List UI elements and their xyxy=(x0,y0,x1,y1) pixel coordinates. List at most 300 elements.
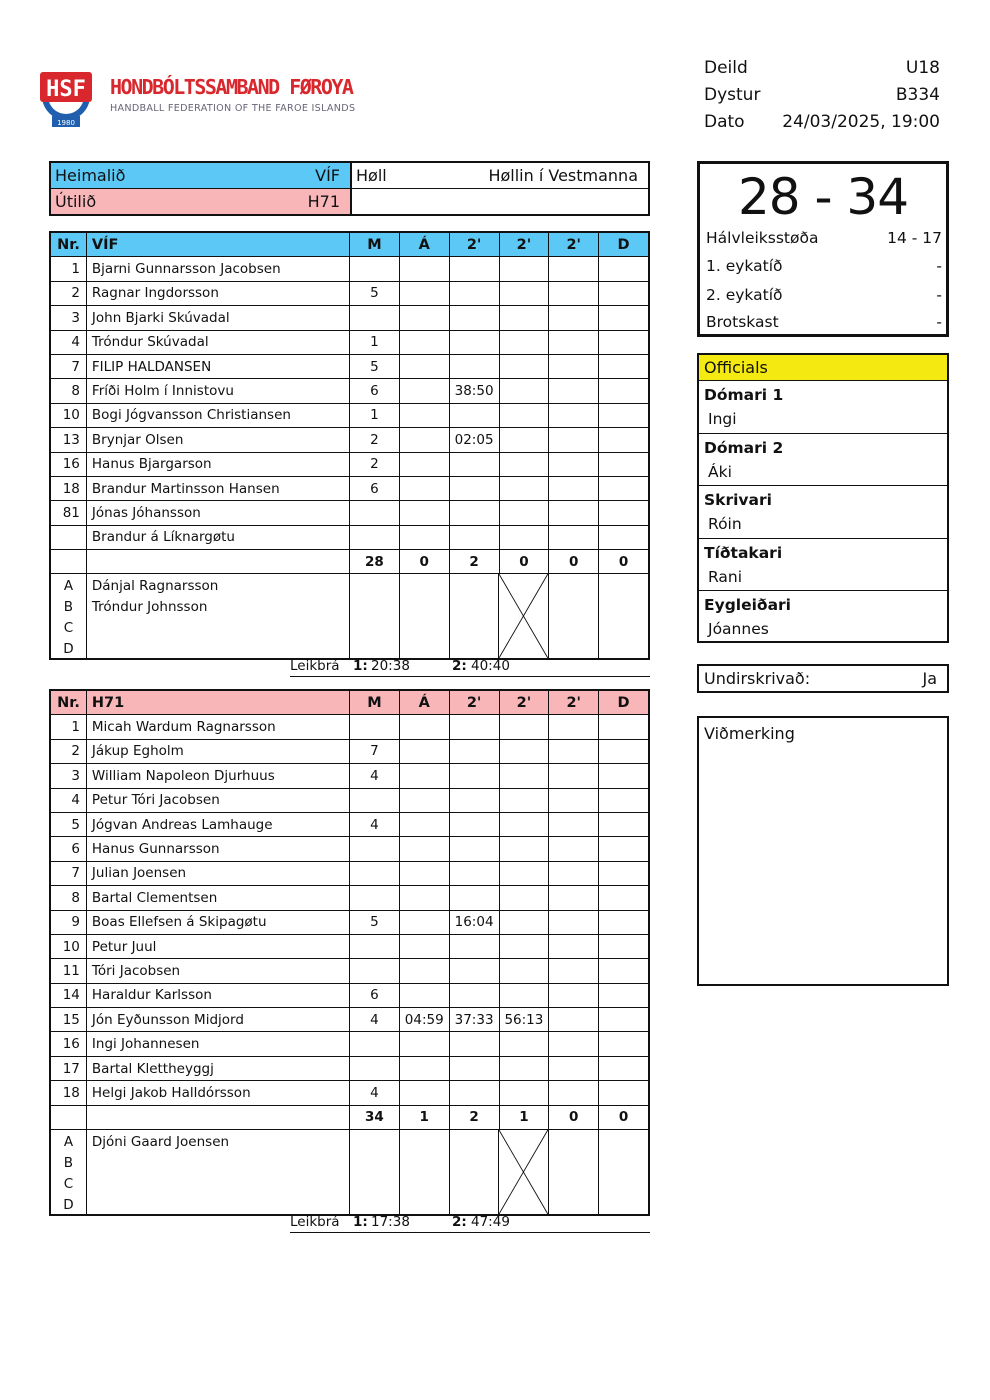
player-number: 11 xyxy=(51,959,87,982)
player-t2 xyxy=(500,764,550,787)
player-d xyxy=(599,501,648,524)
official-a-cell xyxy=(400,1130,450,1214)
player-t1 xyxy=(450,282,500,305)
player-a xyxy=(400,1081,450,1104)
totals-nr-blank xyxy=(51,1106,87,1129)
player-m xyxy=(350,1057,400,1080)
hall-label: Høll xyxy=(356,166,387,185)
official-name: Róin xyxy=(708,515,742,533)
team-official-letter: C xyxy=(63,620,74,637)
player-a xyxy=(400,306,450,329)
table-header xyxy=(51,691,648,715)
player-a xyxy=(400,453,450,476)
official-item xyxy=(699,591,947,644)
player-name: FILIP HALDANSEN xyxy=(87,355,350,378)
player-t1 xyxy=(450,306,500,329)
player-name: Haraldur Karlsson xyxy=(87,984,350,1007)
player-name: Brandur Martinsson Hansen xyxy=(87,477,350,500)
org-subtitle: HANDBALL FEDERATION OF THE FAROE ISLANDS xyxy=(110,103,356,114)
player-number: 17 xyxy=(51,1057,87,1080)
col-t2-header: 2' xyxy=(500,233,550,256)
player-t3 xyxy=(549,453,599,476)
player-t1 xyxy=(450,453,500,476)
player-name: Helgi Jakob Halldórsson xyxy=(87,1081,350,1104)
timeout-label: Leikbrá xyxy=(290,658,340,674)
timeout-h2: 47:49 xyxy=(471,1214,510,1230)
player-a xyxy=(400,282,450,305)
total-a: 1 xyxy=(400,1106,450,1129)
player-t1 xyxy=(450,257,500,280)
player-t2 xyxy=(500,789,550,812)
player-d xyxy=(599,1008,648,1031)
player-number: 1 xyxy=(51,257,87,280)
dystur-value: B334 xyxy=(895,85,940,105)
player-name: William Napoleon Djurhuus xyxy=(87,764,350,787)
player-m: 5 xyxy=(350,282,400,305)
table-row xyxy=(51,911,648,935)
final-score: 28 - 34 xyxy=(737,168,909,226)
player-name: Jógvan Andreas Lamhauge xyxy=(87,813,350,836)
total-t1: 2 xyxy=(450,550,500,573)
player-name: John Bjarki Skúvadal xyxy=(87,306,350,329)
player-t1: 02:05 xyxy=(450,428,500,451)
player-name: Jónas Jóhansson xyxy=(87,501,350,524)
team-info-box xyxy=(49,161,650,216)
crossed-out-cell xyxy=(499,1130,549,1214)
player-t3 xyxy=(549,428,599,451)
official-item xyxy=(699,381,947,434)
player-name: Brynjar Olsen xyxy=(87,428,350,451)
player-t3 xyxy=(549,501,599,524)
meta-row-dato xyxy=(704,109,940,136)
player-m: 6 xyxy=(350,477,400,500)
team-officials-block xyxy=(51,1130,648,1214)
player-name: Boas Ellefsen á Skipagøtu xyxy=(87,911,350,934)
player-t3 xyxy=(549,306,599,329)
official-2min-cell-3 xyxy=(549,574,599,658)
player-number: 81 xyxy=(51,501,87,524)
official-d-cell xyxy=(599,574,648,658)
official-a-cell xyxy=(400,574,450,658)
team-official-name xyxy=(92,1175,349,1196)
crossed-out-cell xyxy=(499,574,549,658)
team-official-letter: D xyxy=(63,1197,74,1214)
score-box xyxy=(697,161,949,337)
player-t1 xyxy=(450,837,500,860)
player-number: 18 xyxy=(51,477,87,500)
player-a xyxy=(400,789,450,812)
table-header xyxy=(51,233,648,257)
player-m: 4 xyxy=(350,1008,400,1031)
svg-text:HSF: HSF xyxy=(46,77,86,102)
player-name: Brandur á Líknargøtu xyxy=(87,526,350,549)
total-d: 0 xyxy=(618,1109,629,1126)
player-d xyxy=(599,477,648,500)
player-a xyxy=(400,1057,450,1080)
halftime-row xyxy=(706,229,942,247)
table-row xyxy=(51,355,648,379)
total-t2: 1 xyxy=(500,1106,550,1129)
player-number: 2 xyxy=(51,740,87,763)
player-t2 xyxy=(500,1081,550,1104)
logo-year: 1980 xyxy=(57,119,75,127)
halftime-label: Hálvleiksstøða xyxy=(706,229,819,247)
player-d xyxy=(599,453,648,476)
team-official-letter: B xyxy=(63,599,74,616)
player-t1 xyxy=(450,355,500,378)
player-m xyxy=(350,1032,400,1055)
official-name: Jóannes xyxy=(708,620,769,638)
player-m xyxy=(350,837,400,860)
player-d xyxy=(599,355,648,378)
player-m xyxy=(350,862,400,885)
timeout-h1: 20:38 xyxy=(371,658,410,674)
player-a xyxy=(400,404,450,427)
cross-mark-icon xyxy=(499,1130,548,1214)
match-meta xyxy=(704,55,940,136)
player-t3 xyxy=(549,789,599,812)
player-t2 xyxy=(500,911,550,934)
player-m: 1 xyxy=(350,331,400,354)
timeout-label: Leikbrá xyxy=(290,1214,340,1230)
col-t1-header: 2' xyxy=(450,691,500,714)
player-number: 9 xyxy=(51,911,87,934)
official-item xyxy=(699,539,947,592)
player-t1: 38:50 xyxy=(450,379,500,402)
player-a xyxy=(400,526,450,549)
player-d xyxy=(599,789,648,812)
table-row xyxy=(51,862,648,886)
player-a xyxy=(400,935,450,958)
official-role: Dómari 2 xyxy=(704,438,784,457)
player-number: 14 xyxy=(51,984,87,1007)
home-team-row xyxy=(51,163,350,189)
player-d xyxy=(599,813,648,836)
player-t1 xyxy=(450,1081,500,1104)
player-t3 xyxy=(549,886,599,909)
player-m xyxy=(350,789,400,812)
player-m: 5 xyxy=(350,355,400,378)
table-row xyxy=(51,477,648,501)
player-t2 xyxy=(500,282,550,305)
timeout-h2-label: 2: xyxy=(452,1214,467,1230)
away-label: Útilið xyxy=(55,192,97,211)
player-t1: 37:33 xyxy=(450,1008,500,1031)
player-t3 xyxy=(549,740,599,763)
player-d xyxy=(599,379,648,402)
player-t1 xyxy=(450,886,500,909)
away-team-row xyxy=(51,189,350,214)
player-number: 3 xyxy=(51,764,87,787)
officials-panel xyxy=(697,353,949,643)
extra-time-1-value: - xyxy=(936,257,942,275)
player-number xyxy=(51,526,87,549)
official-2min-cell xyxy=(450,1130,500,1214)
player-a xyxy=(400,911,450,934)
official-role: Tíðtakari xyxy=(704,543,783,562)
player-m xyxy=(350,501,400,524)
official-role: Skrivari xyxy=(704,491,772,509)
player-d xyxy=(599,740,648,763)
cross-mark-icon xyxy=(499,574,548,658)
player-t3 xyxy=(549,257,599,280)
player-name: Ragnar Ingdorsson xyxy=(87,282,350,305)
player-a xyxy=(400,428,450,451)
col-t3-header: 2' xyxy=(549,233,599,256)
dato-value: 24/03/2025, 19:00 xyxy=(782,112,940,132)
player-d xyxy=(599,1081,648,1104)
player-t2 xyxy=(500,428,550,451)
table-row xyxy=(51,837,648,861)
team-official-name xyxy=(92,619,349,640)
official-2min-cell-3 xyxy=(549,1130,599,1214)
team-official-letters xyxy=(51,1130,87,1214)
player-t1 xyxy=(450,740,500,763)
player-a: 04:59 xyxy=(400,1008,450,1031)
hall-name: Høllin í Vestmanna xyxy=(488,166,638,185)
player-a xyxy=(400,959,450,982)
player-t1: 16:04 xyxy=(450,911,500,934)
team-officials-block xyxy=(51,574,648,658)
player-d xyxy=(599,1032,648,1055)
player-t1 xyxy=(450,404,500,427)
timeout-h2-label: 2: xyxy=(452,658,467,674)
total-t3: 0 xyxy=(549,1106,599,1129)
table-row xyxy=(51,257,648,281)
player-m: 2 xyxy=(350,428,400,451)
table-row xyxy=(51,886,648,910)
table-row xyxy=(51,740,648,764)
player-t2: 56:13 xyxy=(500,1008,550,1031)
player-d xyxy=(599,257,648,280)
col-a-header: Á xyxy=(400,691,450,714)
player-t2 xyxy=(500,453,550,476)
home-player-table xyxy=(49,231,650,660)
away-player-table xyxy=(49,689,650,1216)
table-row xyxy=(51,501,648,525)
table-row xyxy=(51,379,648,403)
player-t1 xyxy=(450,715,500,738)
player-t2 xyxy=(500,935,550,958)
officials-list xyxy=(699,381,947,644)
player-m: 6 xyxy=(350,379,400,402)
team-official-letter: B xyxy=(63,1155,74,1172)
table-row xyxy=(51,764,648,788)
player-m xyxy=(350,306,400,329)
player-number: 4 xyxy=(51,789,87,812)
meta-row-deild xyxy=(704,55,940,82)
player-a xyxy=(400,837,450,860)
player-t3 xyxy=(549,282,599,305)
player-t3 xyxy=(549,379,599,402)
player-m: 5 xyxy=(350,911,400,934)
table-row xyxy=(51,935,648,959)
player-t2 xyxy=(500,306,550,329)
extra-time-1-label: 1. eykatíð xyxy=(706,257,783,275)
team-official-name xyxy=(92,1154,349,1175)
player-m: 1 xyxy=(350,404,400,427)
player-number: 8 xyxy=(51,886,87,909)
player-a xyxy=(400,862,450,885)
dato-label: Dato xyxy=(704,112,745,132)
official-m-cell xyxy=(350,574,400,658)
player-m xyxy=(350,526,400,549)
player-a xyxy=(400,886,450,909)
col-t3-header: 2' xyxy=(549,691,599,714)
player-name: Julian Joensen xyxy=(87,862,350,885)
away-team: H71 xyxy=(307,192,340,211)
deild-label: Deild xyxy=(704,58,748,78)
col-team-header: VÍF xyxy=(87,233,350,256)
player-d xyxy=(599,428,648,451)
player-t2 xyxy=(500,959,550,982)
player-d xyxy=(599,306,648,329)
player-number: 3 xyxy=(51,306,87,329)
player-t2 xyxy=(500,379,550,402)
signed-box xyxy=(697,664,949,693)
penalties-value: - xyxy=(936,313,942,331)
total-m: 28 xyxy=(350,550,400,573)
player-t2 xyxy=(500,837,550,860)
player-number: 4 xyxy=(51,331,87,354)
col-team-header: H71 xyxy=(87,691,350,714)
player-t1 xyxy=(450,501,500,524)
player-t3 xyxy=(549,911,599,934)
player-d xyxy=(599,862,648,885)
player-number: 10 xyxy=(51,404,87,427)
total-t2: 0 xyxy=(500,550,550,573)
player-t1 xyxy=(450,789,500,812)
away-timeouts xyxy=(290,1213,650,1233)
player-t3 xyxy=(549,813,599,836)
official-d-cell xyxy=(599,1130,648,1214)
player-t3 xyxy=(549,862,599,885)
player-t1 xyxy=(450,984,500,1007)
table-row xyxy=(51,1032,648,1056)
table-row xyxy=(51,282,648,306)
col-nr-header: Nr. xyxy=(51,691,87,714)
player-t3 xyxy=(549,715,599,738)
player-t1 xyxy=(450,813,500,836)
player-t2 xyxy=(500,331,550,354)
player-name: Bartal Clementsen xyxy=(87,886,350,909)
player-name: Hanus Bjargarson xyxy=(87,453,350,476)
player-t1 xyxy=(450,331,500,354)
signed-value: Ja xyxy=(922,669,937,688)
extra-time-1-row xyxy=(706,257,942,275)
player-t1 xyxy=(450,959,500,982)
player-d xyxy=(599,526,648,549)
officials-title: Officials xyxy=(699,355,947,381)
player-m: 4 xyxy=(350,764,400,787)
team-official-letter: A xyxy=(63,578,74,595)
player-t2 xyxy=(500,862,550,885)
player-number: 6 xyxy=(51,837,87,860)
table-row xyxy=(51,404,648,428)
player-a xyxy=(400,1032,450,1055)
player-t1 xyxy=(450,526,500,549)
player-name: Jákup Egholm xyxy=(87,740,350,763)
player-m xyxy=(350,935,400,958)
table-row xyxy=(51,1081,648,1105)
player-a xyxy=(400,764,450,787)
team-official-name: Dánjal Ragnarsson xyxy=(91,578,219,595)
extra-time-2-label: 2. eykatíð xyxy=(706,286,783,304)
team-official-name: Tróndur Johnsson xyxy=(91,599,208,616)
player-d xyxy=(599,959,648,982)
player-t2 xyxy=(500,886,550,909)
federation-logo xyxy=(38,58,356,138)
player-t2 xyxy=(500,1032,550,1055)
player-d xyxy=(599,331,648,354)
total-m: 34 xyxy=(350,1106,400,1129)
player-m xyxy=(350,959,400,982)
team-official-letter: C xyxy=(63,1176,74,1193)
player-t1 xyxy=(450,1057,500,1080)
team-official-names xyxy=(87,1130,350,1214)
player-name: Tróndur Skúvadal xyxy=(87,331,350,354)
player-t1 xyxy=(450,935,500,958)
total-d: 0 xyxy=(618,553,629,570)
table-row xyxy=(51,331,648,355)
table-row xyxy=(51,813,648,837)
player-number: 18 xyxy=(51,1081,87,1104)
timeout-h1-label: 1: xyxy=(353,658,368,674)
remarks-label: Viðmerking xyxy=(704,724,795,743)
timeout-h2: 40:40 xyxy=(471,658,510,674)
player-t3 xyxy=(549,935,599,958)
player-a xyxy=(400,813,450,836)
player-a xyxy=(400,477,450,500)
player-d xyxy=(599,935,648,958)
player-d xyxy=(599,1057,648,1080)
player-d xyxy=(599,886,648,909)
team-official-names xyxy=(87,574,350,658)
official-item xyxy=(699,486,947,539)
totals-name-blank xyxy=(87,1106,350,1129)
player-m: 4 xyxy=(350,813,400,836)
player-t3 xyxy=(549,764,599,787)
total-t1: 2 xyxy=(450,1106,500,1129)
player-a xyxy=(400,715,450,738)
org-title: HONDBÓLTSSAMBAND FØROYA xyxy=(110,75,353,99)
home-team: VÍF xyxy=(315,166,340,185)
home-timeouts xyxy=(290,657,650,677)
player-number: 15 xyxy=(51,1008,87,1031)
player-t2 xyxy=(500,813,550,836)
dystur-label: Dystur xyxy=(704,85,761,105)
player-t2 xyxy=(500,477,550,500)
table-row xyxy=(51,1057,648,1081)
official-name: Ingi xyxy=(708,410,737,428)
player-name: Hanus Gunnarsson xyxy=(87,837,350,860)
player-m xyxy=(350,715,400,738)
player-t2 xyxy=(500,355,550,378)
player-d xyxy=(599,404,648,427)
col-m-header: M xyxy=(350,691,400,714)
player-t2 xyxy=(500,1057,550,1080)
player-m xyxy=(350,886,400,909)
official-role: Dómari 1 xyxy=(704,386,784,404)
player-t1 xyxy=(450,764,500,787)
player-d xyxy=(599,837,648,860)
table-row xyxy=(51,789,648,813)
totals-row xyxy=(51,1106,648,1130)
player-m: 2 xyxy=(350,453,400,476)
official-m-cell xyxy=(350,1130,400,1214)
player-name: Bjarni Gunnarsson Jacobsen xyxy=(87,257,350,280)
totals-row xyxy=(51,550,648,574)
